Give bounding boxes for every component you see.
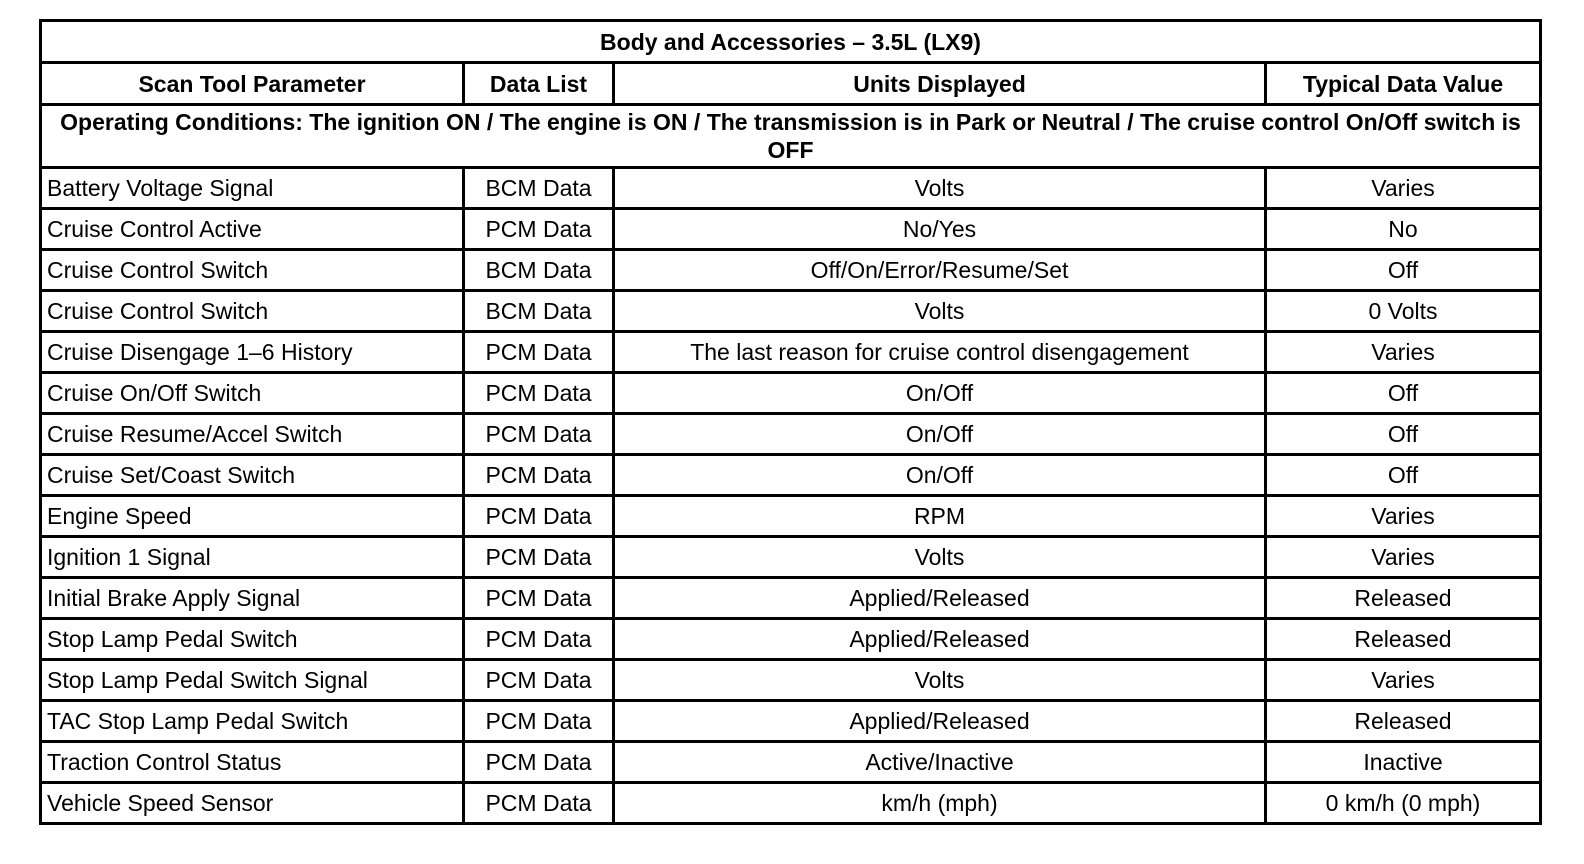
cell-units: RPM — [614, 496, 1266, 537]
table-row — [41, 783, 1541, 824]
table-row — [41, 742, 1541, 783]
cell-units: On/Off — [614, 373, 1266, 414]
cell-typical-value: Varies — [1266, 168, 1541, 209]
data-table — [39, 19, 1542, 825]
table-row — [41, 332, 1541, 373]
cell-typical-value: Released — [1266, 578, 1541, 619]
cell-parameter: Initial Brake Apply Signal — [41, 578, 464, 619]
cell-units: On/Off — [614, 455, 1266, 496]
cell-parameter: Cruise Control Switch — [41, 250, 464, 291]
cell-typical-value: Off — [1266, 414, 1541, 455]
cell-data-list: PCM Data — [464, 414, 614, 455]
cell-typical-value: No — [1266, 209, 1541, 250]
cell-typical-value: Varies — [1266, 537, 1541, 578]
cell-units: km/h (mph) — [614, 783, 1266, 824]
cell-parameter: Cruise Control Switch — [41, 291, 464, 332]
table-row — [41, 168, 1541, 209]
cell-parameter: Engine Speed — [41, 496, 464, 537]
table-row — [41, 496, 1541, 537]
header-typical-data-value: Typical Data Value — [1266, 63, 1541, 105]
table-row — [41, 660, 1541, 701]
cell-parameter: Cruise Resume/Accel Switch — [41, 414, 464, 455]
operating-conditions: Operating Conditions: The ignition ON / The engine is ON / The transmission is in Park or Neutral / The cruise control On/Off switch is OFF — [41, 105, 1541, 168]
header-row — [41, 63, 1541, 105]
cell-data-list: PCM Data — [464, 660, 614, 701]
cell-data-list: BCM Data — [464, 250, 614, 291]
table-row — [41, 209, 1541, 250]
header-data-list: Data List — [464, 63, 614, 105]
cell-parameter: Stop Lamp Pedal Switch Signal — [41, 660, 464, 701]
header-scan-tool-parameter: Scan Tool Parameter — [41, 63, 464, 105]
cell-units: Applied/Released — [614, 578, 1266, 619]
cell-typical-value: Varies — [1266, 496, 1541, 537]
cell-parameter: Stop Lamp Pedal Switch — [41, 619, 464, 660]
cell-parameter: Battery Voltage Signal — [41, 168, 464, 209]
cell-units: Applied/Released — [614, 701, 1266, 742]
cell-units: No/Yes — [614, 209, 1266, 250]
title-row — [41, 21, 1541, 63]
cell-parameter: Cruise Disengage 1–6 History — [41, 332, 464, 373]
cell-typical-value: Released — [1266, 701, 1541, 742]
cell-parameter: Traction Control Status — [41, 742, 464, 783]
cell-parameter: TAC Stop Lamp Pedal Switch — [41, 701, 464, 742]
cell-parameter: Cruise Set/Coast Switch — [41, 455, 464, 496]
table-row — [41, 414, 1541, 455]
cell-data-list: PCM Data — [464, 783, 614, 824]
cell-typical-value: Varies — [1266, 332, 1541, 373]
cell-typical-value: Off — [1266, 455, 1541, 496]
table-row — [41, 701, 1541, 742]
cell-parameter: Ignition 1 Signal — [41, 537, 464, 578]
table-row — [41, 455, 1541, 496]
table-body — [41, 21, 1541, 824]
cell-typical-value: Varies — [1266, 660, 1541, 701]
cell-typical-value: Off — [1266, 250, 1541, 291]
cell-data-list: PCM Data — [464, 537, 614, 578]
cell-data-list: BCM Data — [464, 291, 614, 332]
cell-parameter: Cruise On/Off Switch — [41, 373, 464, 414]
cell-units: On/Off — [614, 414, 1266, 455]
header-units-displayed: Units Displayed — [614, 63, 1266, 105]
cell-units: Off/On/Error/Resume/Set — [614, 250, 1266, 291]
table-row — [41, 250, 1541, 291]
cell-typical-value: 0 km/h (0 mph) — [1266, 783, 1541, 824]
table-row — [41, 619, 1541, 660]
cell-data-list: BCM Data — [464, 168, 614, 209]
cell-units: Volts — [614, 168, 1266, 209]
cell-data-list: PCM Data — [464, 209, 614, 250]
cell-units: Volts — [614, 291, 1266, 332]
cell-typical-value: Released — [1266, 619, 1541, 660]
cell-units: Active/Inactive — [614, 742, 1266, 783]
table-title: Body and Accessories – 3.5L (LX9) — [41, 21, 1541, 63]
table-row — [41, 373, 1541, 414]
cell-data-list: PCM Data — [464, 701, 614, 742]
cell-units: Volts — [614, 537, 1266, 578]
cell-units: The last reason for cruise control disengagement — [614, 332, 1266, 373]
table-row — [41, 537, 1541, 578]
cell-data-list: PCM Data — [464, 496, 614, 537]
cell-data-list: PCM Data — [464, 578, 614, 619]
cell-typical-value: Inactive — [1266, 742, 1541, 783]
cell-data-list: PCM Data — [464, 373, 614, 414]
cell-units: Volts — [614, 660, 1266, 701]
cell-data-list: PCM Data — [464, 742, 614, 783]
cell-data-list: PCM Data — [464, 619, 614, 660]
cell-typical-value: Off — [1266, 373, 1541, 414]
cell-data-list: PCM Data — [464, 455, 614, 496]
cell-parameter: Vehicle Speed Sensor — [41, 783, 464, 824]
table-row — [41, 578, 1541, 619]
cell-typical-value: 0 Volts — [1266, 291, 1541, 332]
cell-units: Applied/Released — [614, 619, 1266, 660]
cell-data-list: PCM Data — [464, 332, 614, 373]
table-row — [41, 291, 1541, 332]
operating-conditions-row — [41, 105, 1541, 168]
cell-parameter: Cruise Control Active — [41, 209, 464, 250]
